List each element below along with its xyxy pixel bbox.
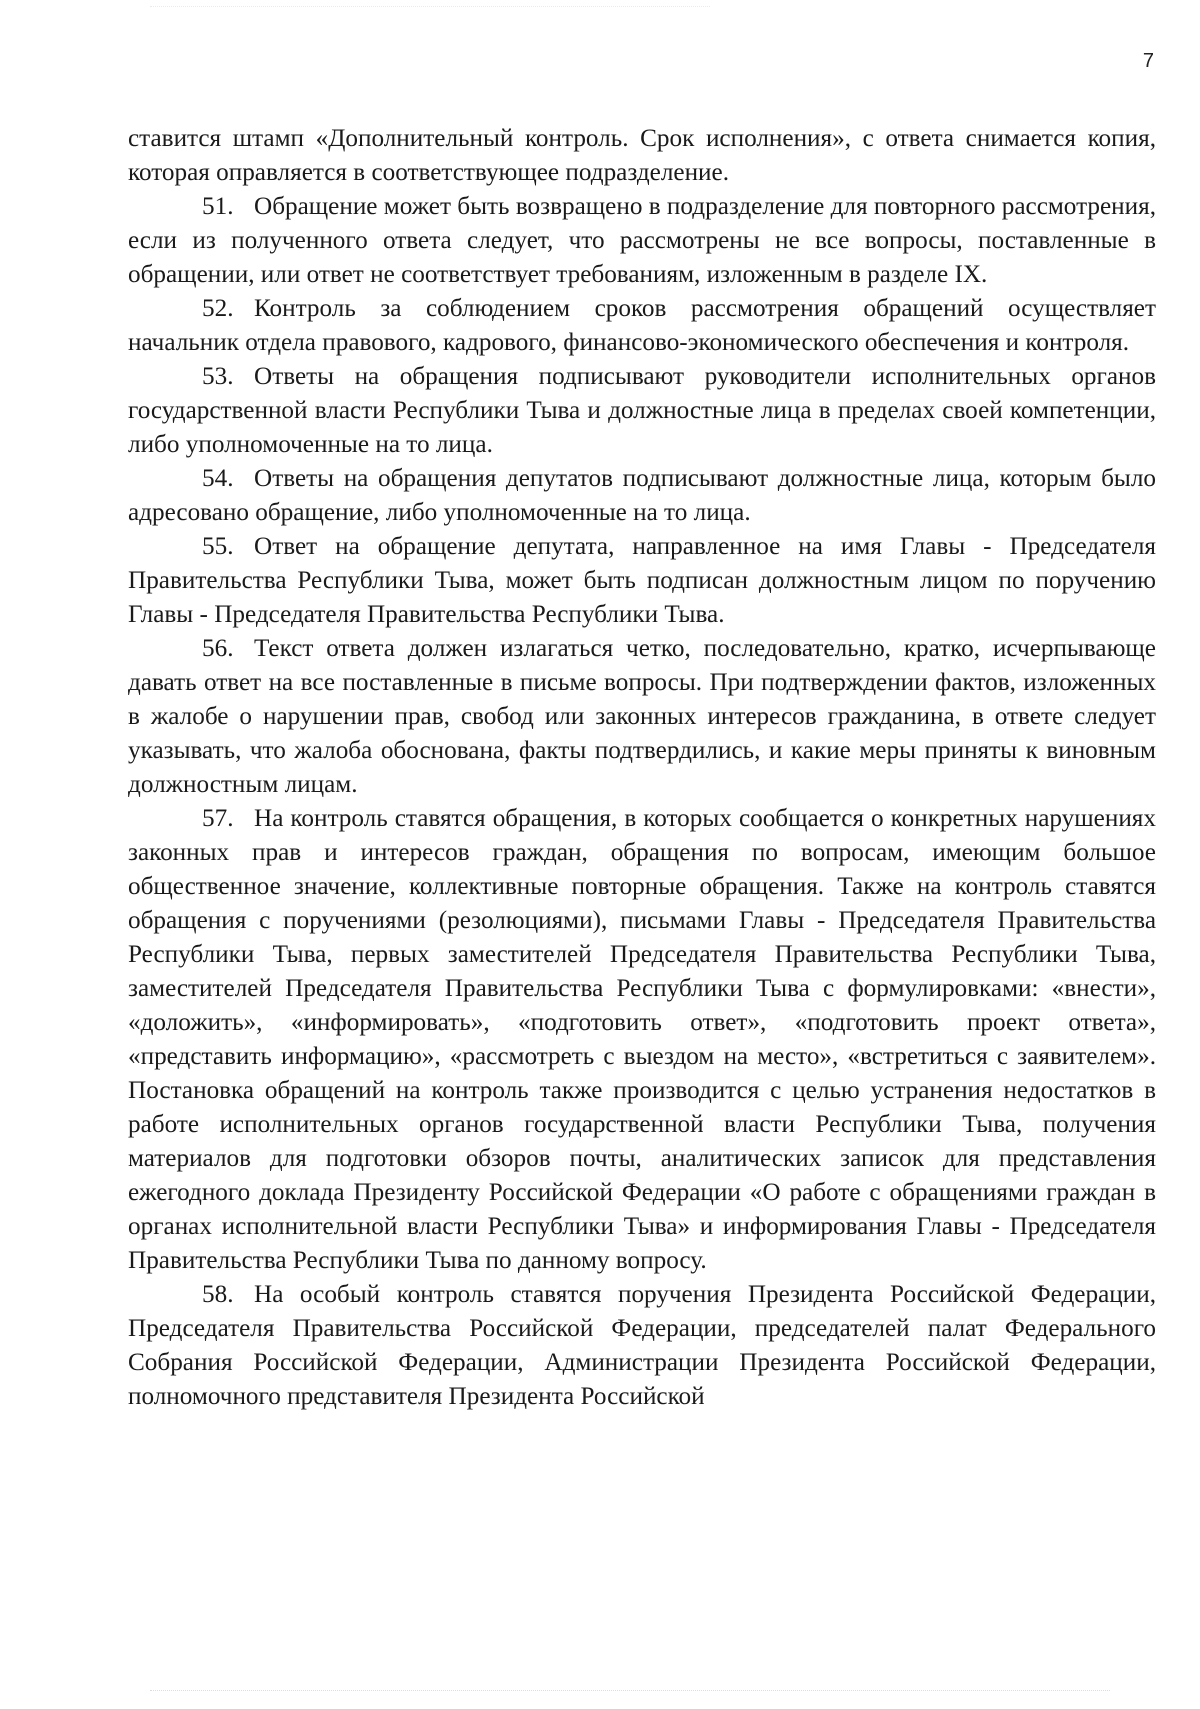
paragraph-53 (128, 360, 1156, 462)
scan-edge-bottom (150, 1690, 1110, 1693)
paragraph-text: ставится штамп «Дополнительный контроль. Срок исполнения», с ответа снимается копия, которая оправляется в соответствующее подразделение. (128, 125, 1156, 186)
paragraph-number: 53. (202, 363, 234, 390)
paragraph-text: Ответ на обращение депутата, направленное на имя Главы - Председателя Правительства Республики Тыва, может быть подписан должностным лицом по поручению Главы - Председателя Правительства Республики Тыва. (128, 533, 1156, 628)
paragraph-text: Ответы на обращения подписывают руководители исполнительных органов государственной власти Республики Тыва и должностные лица в пределах своей компетенции, либо уполномоченные на то лица. (128, 363, 1156, 458)
paragraph-text: Обращение может быть возвращено в подразделение для повторного рассмотрения, если из полученного ответа следует, что рассмотрены не все вопросы, поставленные в обращении, или ответ не соответствует требованиям, изложенным в разделе IX. (128, 193, 1156, 288)
paragraph-number: 58. (202, 1281, 234, 1308)
paragraph-text: Ответы на обращения депутатов подписывают должностные лица, которым было адресовано обращение, либо уполномоченные на то лица. (128, 465, 1156, 526)
paragraph-text: Контроль за соблюдением сроков рассмотрения обращений осуществляет начальник отдела правового, кадрового, финансово-экономического обеспечения и контроля. (128, 295, 1156, 356)
scan-edge-top (150, 6, 710, 8)
paragraph-continuation (128, 122, 1156, 190)
paragraph-number: 55. (202, 533, 234, 560)
paragraph-58 (128, 1278, 1156, 1414)
paragraph-number: 54. (202, 465, 234, 492)
paragraph-54 (128, 462, 1156, 530)
paragraph-number: 52. (202, 295, 234, 322)
paragraph-number: 57. (202, 805, 234, 832)
document-body (128, 122, 1156, 1414)
paragraph-55 (128, 530, 1156, 632)
paragraph-number: 51. (202, 193, 234, 220)
paragraph-number: 56. (202, 635, 234, 662)
page-number: 7 (1142, 50, 1154, 72)
paragraph-51 (128, 190, 1156, 292)
paragraph-52 (128, 292, 1156, 360)
paragraph-57 (128, 802, 1156, 1278)
paragraph-text: На контроль ставятся обращения, в которых сообщается о конкретных нарушениях законных прав и интересов граждан, обращения по вопросам, имеющим большое общественное значение, коллективные повторные обращения. Также на контроль ставятся обращения с поручениями (резолюциями), письмами Главы - Председателя Правительства Республики Тыва, первых заместителей Председателя Правительства Республики Тыва, заместителей Председателя Правительства Республики Тыва с формулировками: «внести», «доложить», «информировать», «подготовить ответ», «подготовить проект ответа», «представить информацию», «рассмотреть с выездом на место», «встретиться с заявителем». Постановка обращений на контроль также производится с целью устранения недостатков в работе исполнительных органов государственной власти Республики Тыва, получения материалов для подготовки обзоров почты, аналитических записок для представления ежегодного доклада Президенту Российской Федерации «О работе с обращениями граждан в органах исполнительной власти Республики Тыва» и информирования Главы - Председателя Правительства Республики Тыва по данному вопросу. (128, 805, 1156, 1274)
paragraph-text: Текст ответа должен излагаться четко, последовательно, кратко, исчерпывающе давать ответ на все поставленные в письме вопросы. При подтверждении фактов, изложенных в жалобе о нарушении прав, свобод или законных интересов гражданина, в ответе следует указывать, что жалоба обоснована, факты подтвердились, и какие меры приняты к виновным должностным лицам. (128, 635, 1156, 798)
paragraph-text: На особый контроль ставятся поручения Президента Российской Федерации, Председателя Правительства Российской Федерации, председателей палат Федерального Собрания Российской Федерации, Администрации Президента Российской Федерации, полномочного представителя Президента Российской (128, 1281, 1156, 1410)
paragraph-56 (128, 632, 1156, 802)
